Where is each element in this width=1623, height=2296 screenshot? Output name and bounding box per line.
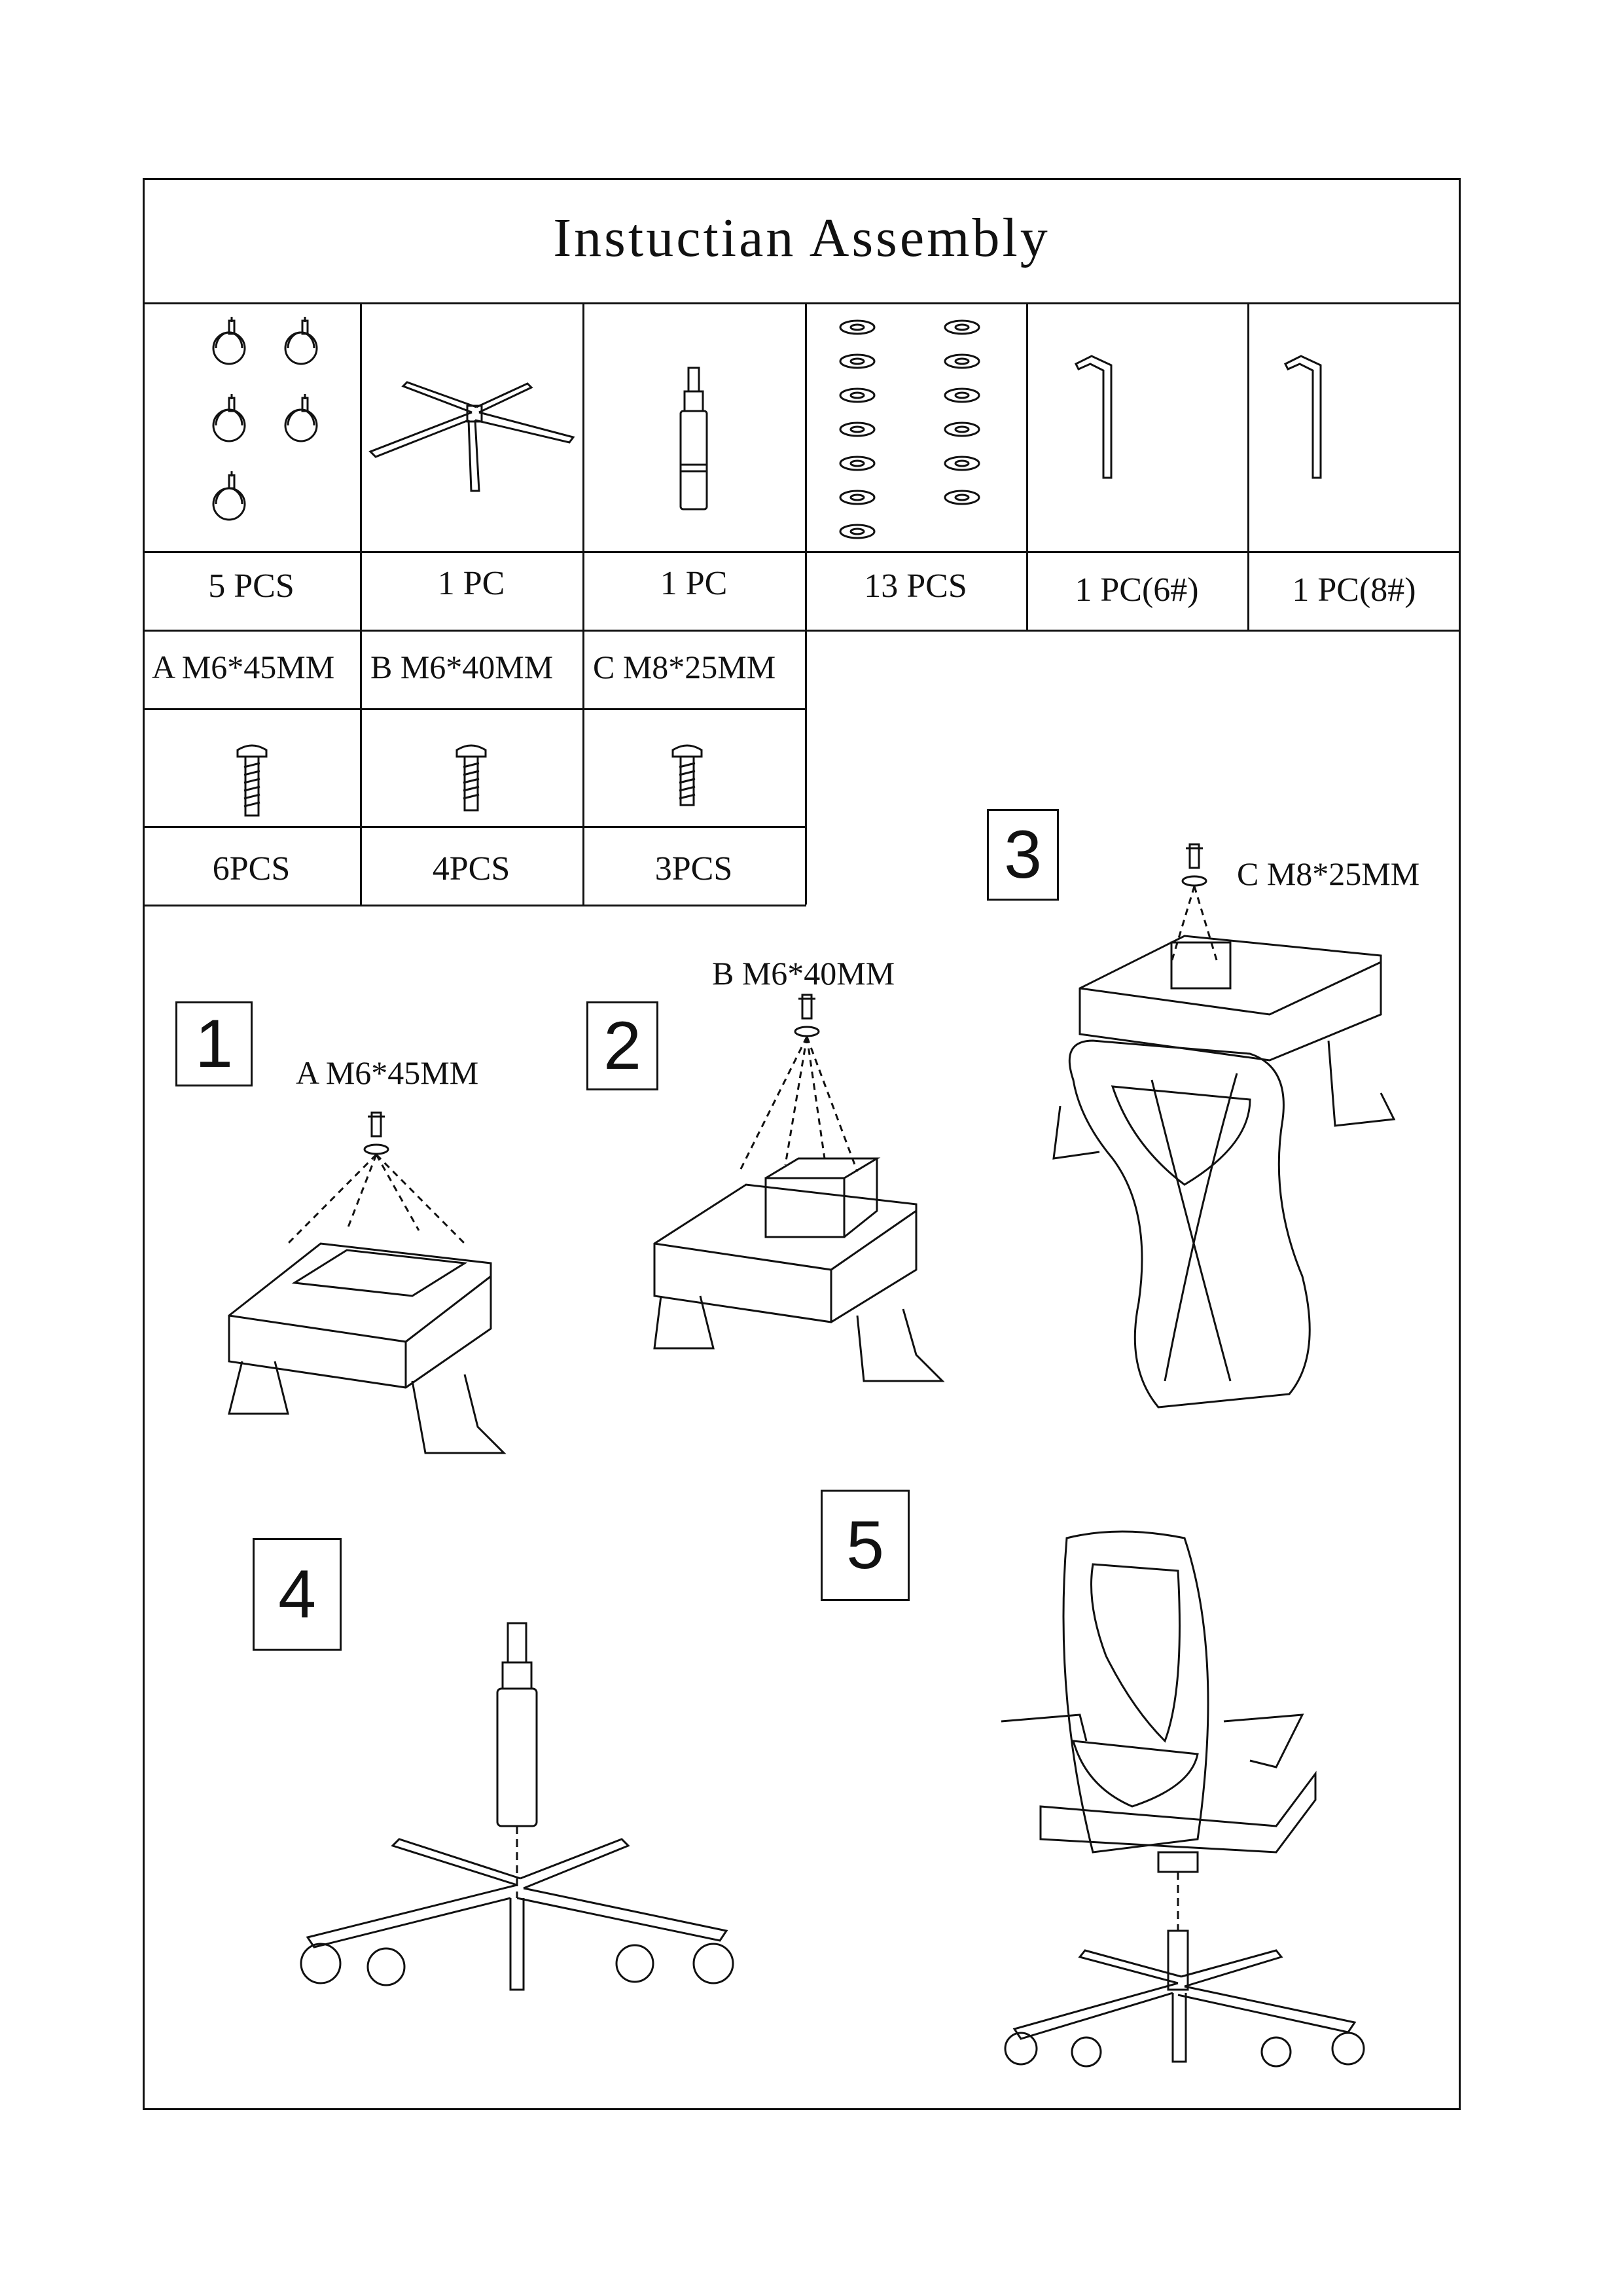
- step-2-screw-callout: B M6*40MM: [712, 955, 895, 992]
- parts-table-bottom: [143, 630, 1461, 632]
- parts-row-divider: [143, 551, 1461, 553]
- allen-key-icon: [1073, 353, 1126, 484]
- backrest-attach-icon: [1054, 844, 1407, 1420]
- step-3-screw-callout: C M8*25MM: [1237, 855, 1420, 892]
- gas-lift-cylinder-icon: [661, 367, 726, 517]
- col-divider: [805, 630, 807, 905]
- screw-icon: [232, 741, 272, 819]
- caster-wheel-icon: [190, 308, 347, 543]
- seat-mechanism-screw-icon: [216, 1113, 537, 1453]
- screw-spec-c: C M8*25MM: [593, 649, 776, 685]
- part-qty-washers: 13 PCS: [864, 567, 967, 605]
- screw-qty-b: 4PCS: [432, 850, 510, 888]
- sheet-title: Instuctian Assembly: [553, 207, 1050, 268]
- washer-icon: [831, 314, 1001, 550]
- part-qty-gas-lift: 1 PC: [660, 565, 728, 602]
- part-qty-allen-key-8: 1 PC(8#): [1292, 571, 1416, 609]
- screw-icon: [668, 741, 707, 819]
- gas-lift-into-base-icon: [294, 1623, 746, 1996]
- screw-table-bottom: [143, 905, 806, 906]
- screw-spec-b: B M6*40MM: [370, 649, 554, 685]
- step-1-number: 1: [175, 1001, 253, 1086]
- allen-key-icon: [1283, 353, 1335, 484]
- step-5-number: 5: [821, 1490, 910, 1601]
- part-qty-casters: 5 PCS: [208, 567, 294, 605]
- step-3-number: 3: [987, 809, 1059, 901]
- five-star-base-icon: [364, 367, 580, 497]
- screw-qty-divider: [143, 826, 806, 828]
- screw-qty-c: 3PCS: [654, 850, 733, 888]
- screw-qty-a: 6PCS: [212, 850, 291, 888]
- screw-spec-a: A M6*45MM: [152, 649, 335, 685]
- part-qty-base: 1 PC: [437, 565, 505, 602]
- screw-spec-divider: [143, 708, 806, 710]
- part-qty-allen-key-6: 1 PC(6#): [1075, 571, 1199, 609]
- assembled-chair-icon: [1001, 1525, 1368, 2068]
- step-1-screw-callout: A M6*45MM: [296, 1054, 479, 1091]
- step-2-number: 2: [586, 1001, 658, 1090]
- step-4-number: 4: [253, 1538, 342, 1651]
- screw-icon: [452, 741, 491, 819]
- title-divider: [143, 302, 1461, 304]
- mechanism-plate-screw-icon: [641, 995, 969, 1388]
